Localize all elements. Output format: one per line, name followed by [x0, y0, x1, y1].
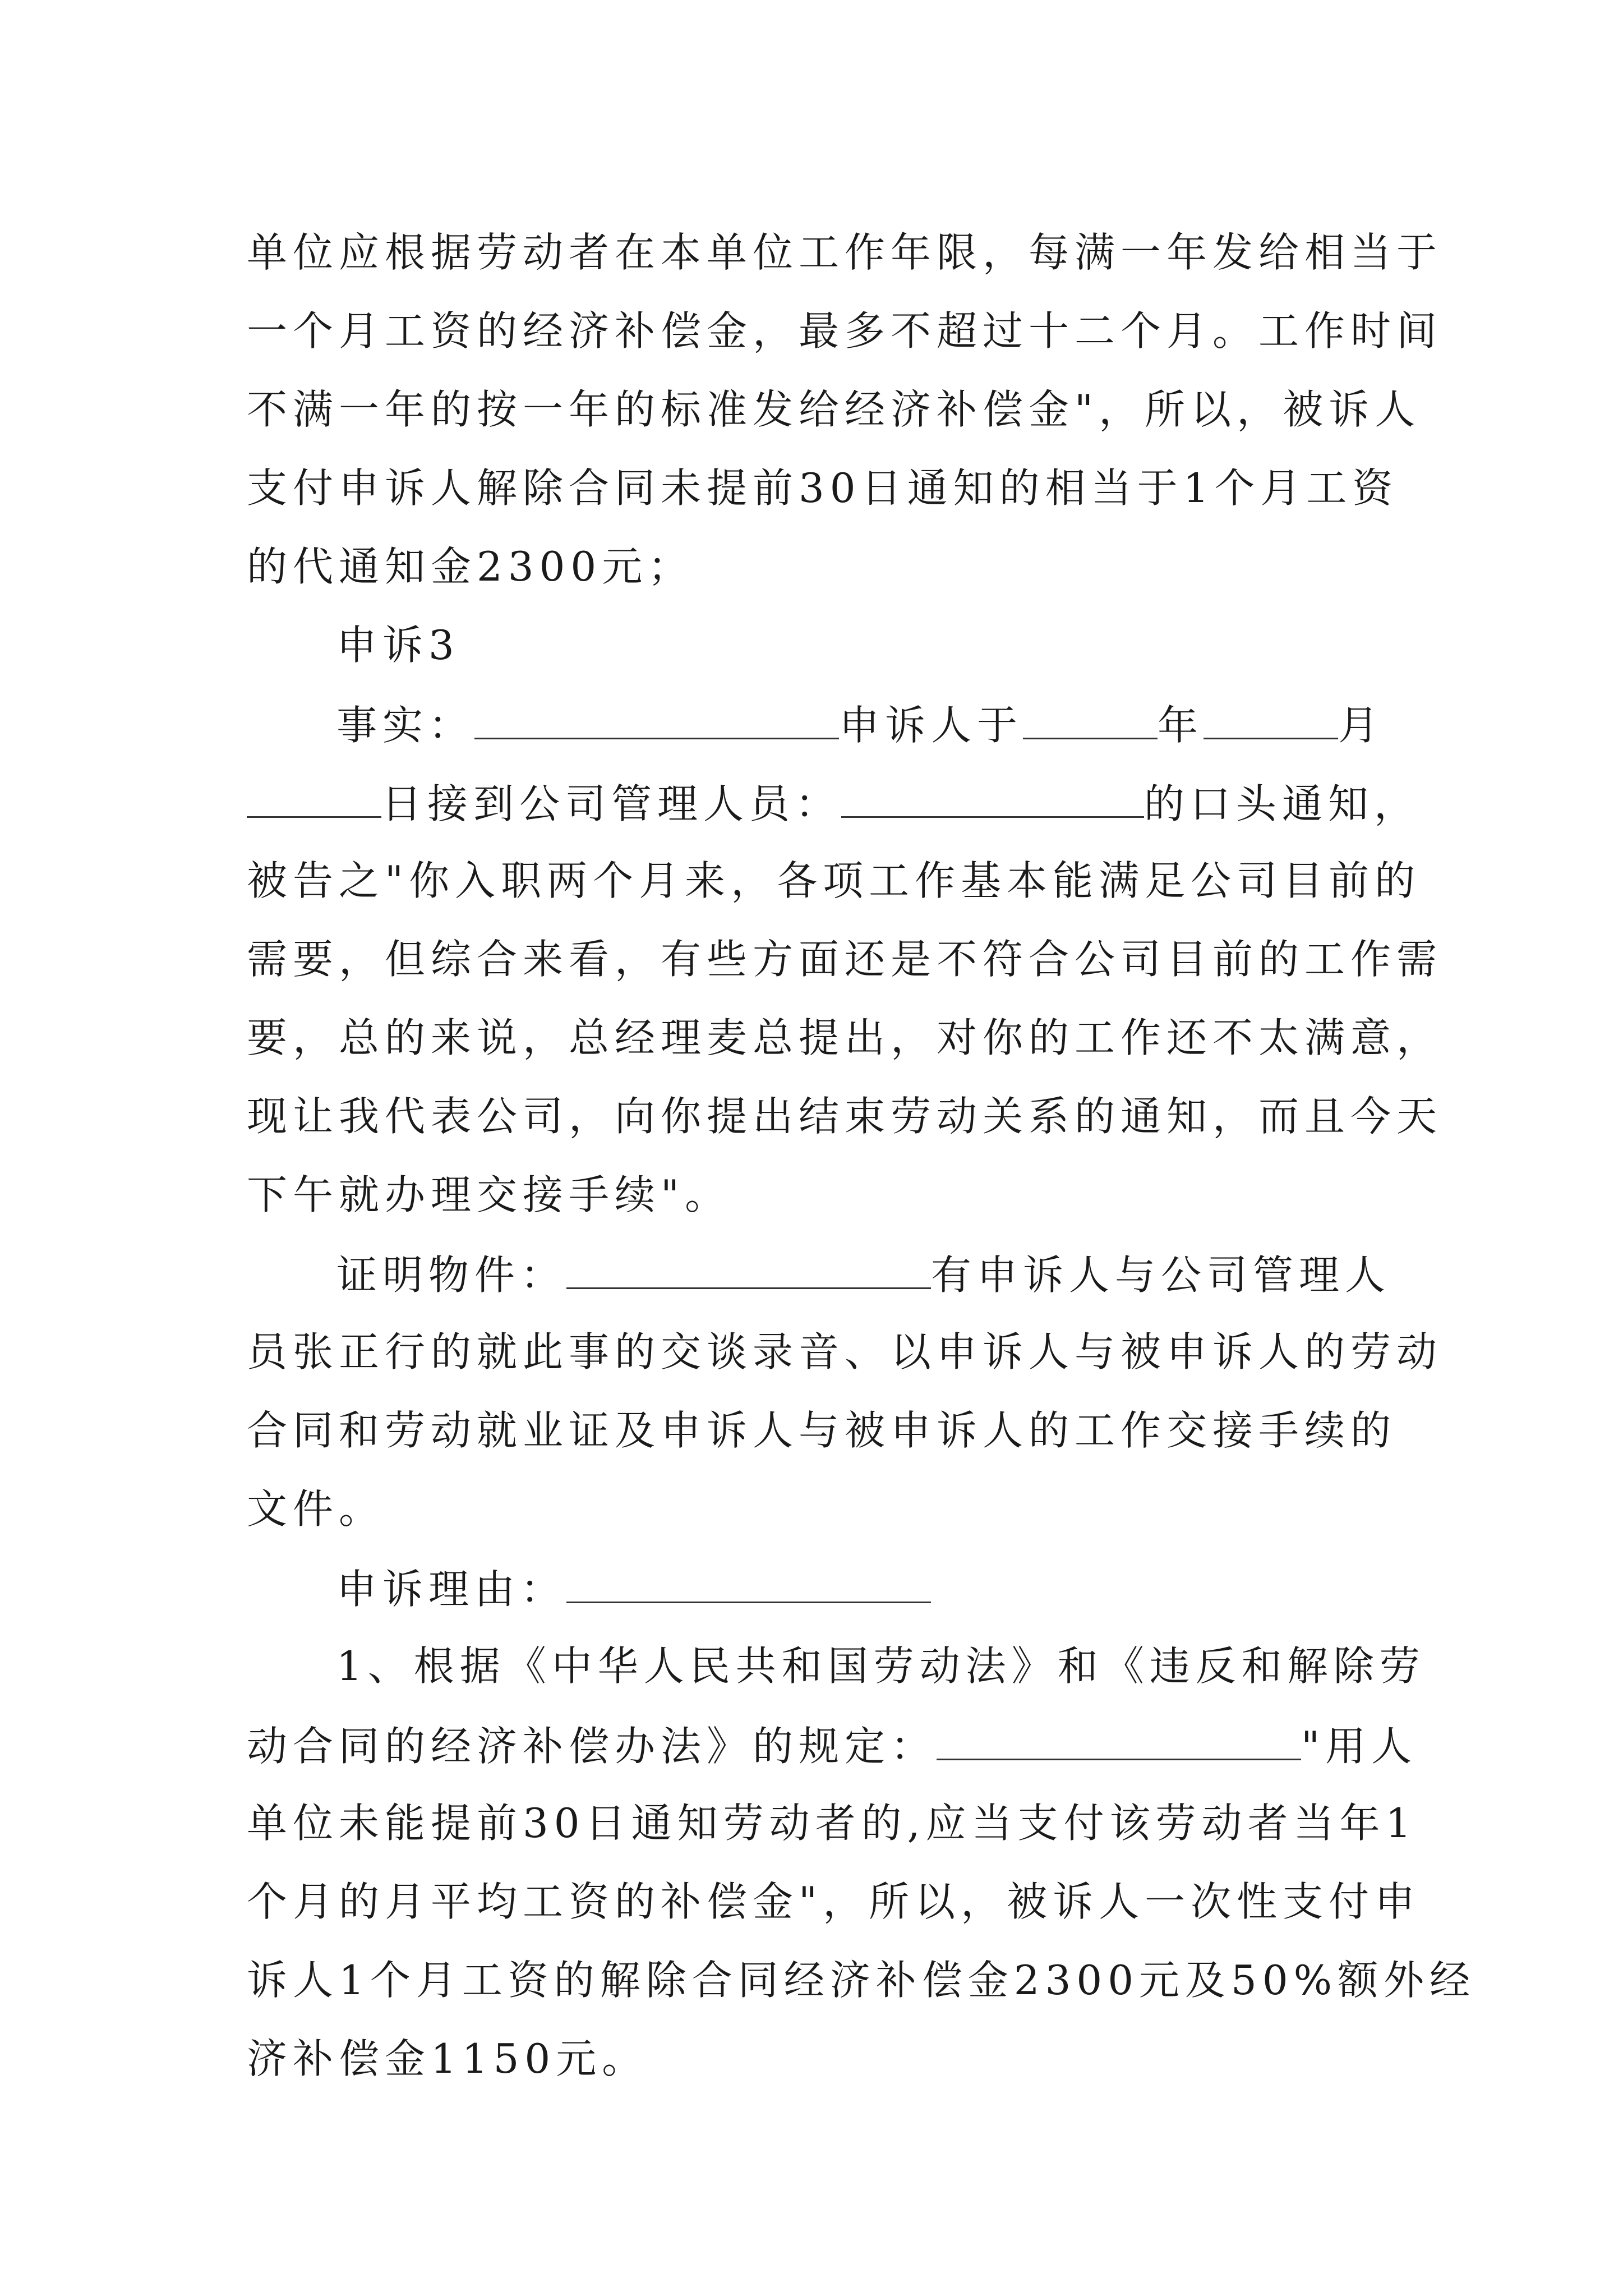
reason-label: 申诉理由：	[336, 1566, 567, 1613]
fact-text: 月	[1338, 702, 1385, 749]
fill-blank	[566, 1562, 931, 1603]
evidence-text: 有申诉人与公司管理人	[931, 1251, 1391, 1299]
paragraph-line: 单位应根据劳动者在本单位工作年限，每满一年发给相当于	[247, 229, 1443, 276]
fill-blank	[474, 698, 839, 739]
fact-text: 的口头通知，	[1144, 780, 1421, 827]
paragraph-line: 合同和劳动就业证及申诉人与被申诉人的工作交接手续的	[247, 1407, 1397, 1454]
paragraph-line: 济补偿金1150元。	[247, 2035, 648, 2082]
fact-line	[247, 777, 1420, 827]
reason-text: "用人	[1301, 1723, 1418, 1770]
paragraph-line: 诉人1个月工资的解除合同经济补偿金2300元及50%额外经	[247, 1957, 1476, 2004]
paragraph-line: 1、根据《中华人民共和国劳动法》和《违反和解除劳	[336, 1642, 1426, 1690]
paragraph-line: 员张正行的就此事的交谈录音、以申诉人与被申诉人的劳动	[247, 1328, 1443, 1375]
reason-text: 动合同的经济补偿办法》的规定：	[247, 1723, 937, 1770]
fill-blank	[937, 1719, 1301, 1760]
paragraph-line: 需要，但综合来看，有些方面还是不符合公司目前的工作需	[247, 936, 1443, 983]
reason-line	[247, 1719, 1417, 1770]
paragraph-line: 下午就办理交接手续"。	[247, 1171, 731, 1218]
paragraph-line: 被告之"你入职两个月来，各项工作基本能满足公司目前的	[247, 857, 1421, 904]
fact-text: 年	[1158, 702, 1204, 749]
fill-blank	[566, 1248, 931, 1289]
fact-label: 事实：	[336, 702, 475, 749]
paragraph-line: 一个月工资的经济补偿金，最多不超过十二个月。工作时间	[247, 307, 1443, 355]
evidence-line	[336, 1248, 1391, 1299]
paragraph-line: 要，总的来说，总经理麦总提出，对你的工作还不太满意，	[247, 1014, 1443, 1061]
fact-text: 日接到公司管理人员：	[381, 780, 842, 827]
fact-line	[336, 698, 1384, 749]
fact-text: 申诉人于	[839, 702, 1023, 749]
fill-blank	[841, 777, 1144, 818]
paragraph-line: 单位未能提前30日通知劳动者的,应当支付该劳动者当年1	[247, 1800, 1417, 1847]
paragraph-line: 个月的月平均工资的补偿金"，所以，被诉人一次性支付申	[247, 1878, 1421, 1925]
fill-blank	[1023, 698, 1158, 739]
paragraph-line: 的代通知金2300元；	[247, 543, 694, 590]
evidence-label: 证明物件：	[336, 1251, 567, 1299]
fill-blank	[1204, 698, 1338, 739]
paragraph-line: 不满一年的按一年的标准发给经济补偿金"，所以，被诉人	[247, 386, 1421, 433]
reason-heading-line	[336, 1562, 931, 1613]
paragraph-line: 支付申诉人解除合同未提前30日通知的相当于1个月工资	[247, 464, 1399, 512]
section-heading: 申诉3	[336, 622, 460, 669]
paragraph-line: 现让我代表公司，向你提出结束劳动关系的通知，而且今天	[247, 1093, 1443, 1140]
paragraph-line: 文件。	[247, 1485, 385, 1533]
fill-blank	[247, 777, 381, 818]
